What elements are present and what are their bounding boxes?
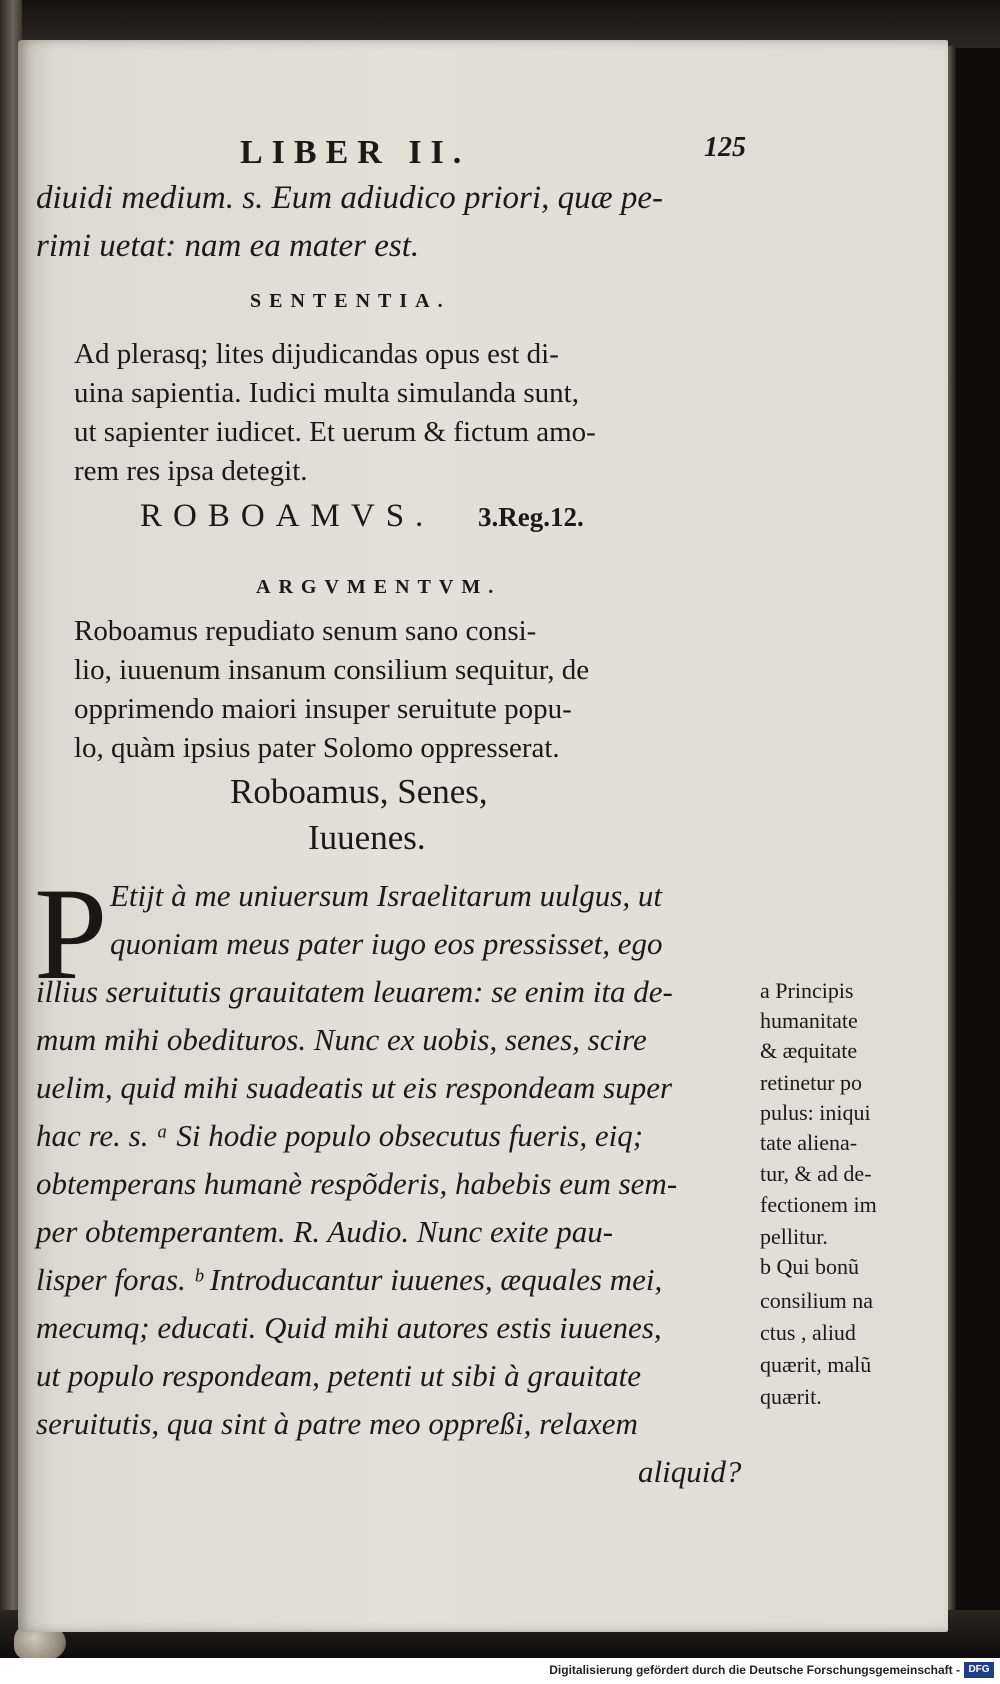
- section-reference: 3.Reg.12.: [478, 502, 584, 532]
- body-line: per obtemperantem. R. Audio. Nunc exite pau-: [36, 1214, 614, 1249]
- marginal-note: fectionem im: [760, 1192, 877, 1217]
- digitization-credit-bar: [0, 1658, 1000, 1684]
- marginal-note: b Qui bonũ: [760, 1254, 859, 1279]
- sententia-line: rem res ipsa detegit.: [74, 455, 308, 487]
- argumentum-line: Roboamus repudiato senum sano consi-: [74, 615, 537, 647]
- marginal-note: humanitate: [760, 1008, 858, 1033]
- marginal-note: pulus: iniqui: [760, 1100, 871, 1125]
- marginal-note: tur, & ad de-: [760, 1161, 872, 1186]
- body-line: obtemperans humanè respõderis, habebis eum sem-: [36, 1166, 678, 1201]
- marginal-note: pellitur.: [760, 1224, 828, 1249]
- digitization-credit: Digitalisierung gefördert durch die Deutsche Forschungsgemeinschaft -: [549, 1663, 960, 1677]
- dramatis-personae: Iuuenes.: [308, 818, 426, 857]
- dramatis-personae: Roboamus, Senes,: [230, 772, 488, 811]
- dfg-logo-icon: DFG: [964, 1662, 994, 1678]
- section-title: ROBOAMVS.: [140, 498, 435, 534]
- marginal-note: tate aliena-: [760, 1130, 858, 1155]
- opening-line: rimi uetat: nam ea mater est.: [36, 228, 420, 264]
- marginal-note: consilium na: [760, 1288, 874, 1313]
- body-line: mum mihi obedituros. Nunc ex uobis, senes, scire: [36, 1022, 647, 1057]
- marginal-note: quærit, malũ: [760, 1352, 872, 1377]
- marginal-note: a Principis: [760, 978, 854, 1003]
- marginal-note: & æquitate: [760, 1038, 858, 1063]
- body-line: illius seruitutis grauitatem leuarem: se enim ita de-: [36, 974, 673, 1009]
- body-line: lisper foras. ᵇ Introducantur iuuenes, æquales mei,: [36, 1262, 663, 1297]
- body-line: quoniam meus pater iugo eos pressisset, ego: [110, 926, 663, 961]
- sententia-line: uina sapientia. Iudici multa simulanda sunt,: [74, 377, 579, 409]
- catchword: aliquid?: [638, 1454, 742, 1489]
- page-number: 125: [704, 132, 746, 163]
- running-title: LIBER II.: [240, 134, 471, 171]
- argumentum-line: lo, quàm ipsius pater Solomo oppresserat.: [74, 732, 560, 764]
- argumentum-line: lio, iuuenum insanum consilium sequitur, de: [74, 654, 590, 686]
- marginal-note: retinetur po: [760, 1070, 863, 1095]
- argumentum-heading: ARGVMENTVM.: [256, 576, 502, 598]
- body-line: uelim, quid mihi suadeatis ut eis respondeam super: [36, 1070, 673, 1105]
- body-line: ut populo respondeam, petenti ut sibi à grauitate: [36, 1358, 642, 1393]
- opening-line: diuidi medium. s. Eum adiudico priori, quæ pe-: [36, 180, 663, 216]
- body-line: Etijt à me uniuersum Israelitarum uulgus, ut: [110, 878, 662, 913]
- body-line: mecumq; educati. Quid mihi autores estis iuuenes,: [36, 1310, 662, 1345]
- marginal-note: ctus , aliud: [760, 1320, 856, 1345]
- argumentum-line: opprimendo maiori insuper seruitute popu-: [74, 693, 572, 725]
- book-page: [18, 40, 948, 1632]
- drop-capital: P: [34, 860, 108, 1007]
- body-line: hac re. s. ᵃ Si hodie populo obsecutus fueris, eiq;: [36, 1118, 644, 1153]
- sententia-heading: SENTENTIA.: [250, 290, 451, 312]
- body-line: seruitutis, qua sint à patre meo oppreßi, relaxem: [36, 1406, 638, 1441]
- sententia-line: ut sapienter iudicet. Et uerum & fictum amo-: [74, 416, 596, 448]
- sententia-line: Ad plerasq; lites dijudicandas opus est di-: [74, 338, 559, 370]
- marginal-note: quærit.: [760, 1384, 822, 1409]
